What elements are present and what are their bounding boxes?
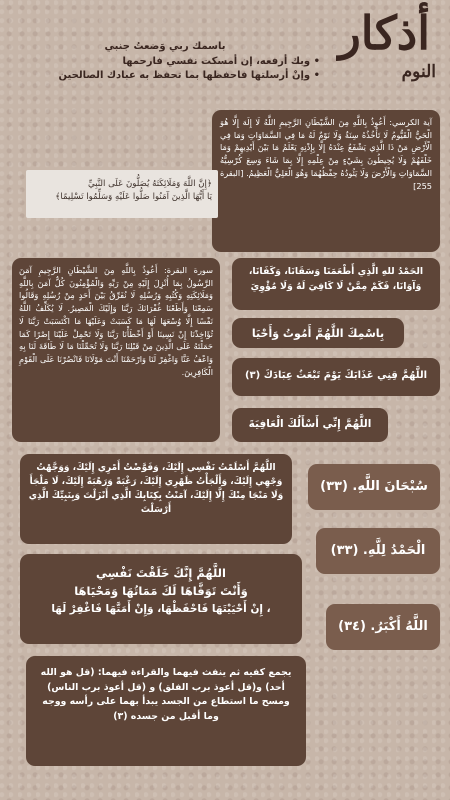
baqarah-end-card [12, 258, 220, 442]
khalaqta-card [20, 554, 302, 644]
afiyah-text: اللَّهُمَّ إِنِّي أَسْأَلُكَ الْعَافِيَةَ [248, 418, 372, 430]
hamd-dua-text: الحَمْدُ للهِ الَّذِي أَطْعَمَنَا وَسَقَانَا، وَكَفَانَا، وَآوَانَا، فَكَمْ مِمَّنْ لَا كَافِيَ لَهُ وَلَا مُؤْوِيَ [248, 266, 424, 292]
khalaqta-line: وَأَنْتَ تَوَفَّاهَا لَكَ مَمَاتُهَا وَمَحْيَاهَا [74, 584, 248, 599]
salawat-line: ﴿إِنَّ اللَّهَ وَمَلَائِكَتَهُ يُصَلُّونَ عَلَى النَّبِيِّ [87, 179, 212, 189]
intro-line: باسمك ربي وَضعتُ جنبي [104, 41, 226, 52]
aslamtu-text: اللَّهُمَّ أَسْلَمْتُ نَفْسِي إِلَيْكَ، وَفَوَّضْتُ أَمْرِي إِلَيْكَ، وَوَجَّهْتُ وَجْهِي إِلَيْكَ، وَأَلْجَأْتُ ظَهْرِي إِلَيْكَ، رَغْبَةً وَرَهْبَةً إِلَيْكَ، لَا مَلْجَأَ وَلَا مَنْجَا مِنْكَ إِلَّا إِلَيْكَ، آمَنْتُ بِكِتَابِكَ الَّذِي أَنْزَلْتَ وَبِنَبِيِّكَ الَّذِي أَرْسَلْتَ [28, 463, 284, 515]
bismika-text: بِاسْمِكَ اللَّهُمَّ أَمُوتُ وَأَحْيَا [251, 327, 385, 340]
aslamtu-card [20, 454, 292, 544]
tasbih-card [308, 464, 440, 510]
hamd-dua-card [232, 258, 440, 310]
intro-line: • وبك أرفعه، إن أمسكت نفسي فارحمها [122, 55, 320, 67]
afiyah-card [232, 408, 388, 442]
title-block [328, 6, 438, 86]
salawat-line: يَا أَيُّهَا الَّذِينَ آمَنُوا صَلُّوا عَلَيْهِ وَسَلِّمُوا تَسْلِيمًا﴾ [55, 192, 212, 203]
intro-dua [10, 40, 320, 84]
tasbih-alhamdulillah: الْحَمْدُ لِلَّهِ. (٣٣) [330, 543, 426, 558]
ayat-kursi-card [212, 110, 440, 252]
khalaqta-line: اللَّهُمَّ إِنَّكَ خَلَقْتَ نَفْسِي [96, 566, 226, 580]
tasbih-allahuakbar: اللَّهُ أَكْبَرُ. (٣٤) [338, 619, 428, 634]
intro-line: • وإنْ أرسلتها فاحفظها بما تحفظ به عبادك الصالحين [58, 70, 320, 81]
bismika-card [232, 318, 404, 348]
tasbih-subhanallah: سُبْحَانَ اللَّهِ. (٣٣) [320, 479, 428, 494]
qini-adhab-card [232, 358, 440, 396]
kaffayn-text: يجمع كفيه ثم ينفث فيهما والقراءة فيهما: (قل هو الله أحد) و(قل أعوذ برب الفلق) و (قل أعوذ برب الناس) ومسح ما استطاع من الجسد يبدأ بهما على رأسه ووجه وما أقبل من جسده (٣) [40, 667, 292, 722]
kaffayn-card [26, 656, 306, 766]
page-title: أذكار [338, 6, 430, 60]
page-subtitle: النوم [401, 62, 436, 82]
takbir-card [326, 604, 440, 650]
tahmid-card [316, 528, 440, 574]
baqarah-end-text: سورة البقرة: أَعُوذُ بِاللَّهِ مِنَ الشَّيْطَانِ الرَّجِيمِ آمَنَ الرَّسُولُ بِمَا أُنْزِلَ إِلَيْهِ مِنْ رَبِّهِ وَالْمُؤْمِنُونَ كُلٌّ آمَنَ بِاللَّهِ وَمَلَائِكَتِهِ وَكُتُبِهِ وَرُسُلِهِ لَا نُفَرِّقُ بَيْنَ أَحَدٍ مِنْ رُسُلِهِ وَقَالُوا سَمِعْنَا وَأَطَعْنَا غُفْرَانَكَ رَبَّنَا وَإِلَيْكَ الْمَصِيرُ. لَا يُكَلِّفُ اللَّهُ نَفْسًا إِلَّا وُسْعَهَا لَهَا مَا كَسَبَتْ وَعَلَيْهَا مَا اكْتَسَبَتْ رَبَّنَا لَا تُؤَاخِذْنَا إِنْ نَسِينَا أَوْ أَخْطَأْنَا رَبَّنَا وَلَا تَحْمِلْ عَلَيْنَا إِصْرًا كَمَا حَمَلْتَهُ عَلَى الَّذِينَ مِنْ قَبْلِنَا رَبَّنَا وَلَا تُحَمِّلْنَا مَا لَا طَاقَةَ لَنَا بِهِ وَاعْفُ عَنَّا وَاغْفِرْ لَنَا وَارْحَمْنَا أَنْتَ مَوْلَانَا فَانْصُرْنَا عَلَى الْقَوْمِ الْكَافِرِينَ. [19, 265, 213, 377]
salawat-card [26, 170, 218, 218]
qini-adhab-text: اللَّهُمَّ قِنِي عَذَابَكَ يَوْمَ تَبْعَثُ عِبَادَكَ (٣) [244, 370, 428, 381]
ayat-kursi-text: آية الكرسي: أَعُوذُ بِاللَّهِ مِنَ الشَّيْطَانِ الرَّجِيمِ اللَّهُ لَا إِلَهَ إِلَّا هُوَ الْحَيُّ الْقَيُّومُ لَا تَأْخُذُهُ سِنَةٌ وَلَا نَوْمٌ لَهُ مَا فِي السَّمَاوَاتِ وَمَا فِي الْأَرْضِ مَنْ ذَا الَّذِي يَشْفَعُ عِنْدَهُ إِلَّا بِإِذْنِهِ يَعْلَمُ مَا بَيْنَ أَيْدِيهِمْ وَمَا خَلْفَهُمْ وَلَا يُحِيطُونَ بِشَيْءٍ مِنْ عِلْمِهِ إِلَّا بِمَا شَاءَ وَسِعَ كُرْسِيُّهُ السَّمَاوَاتِ وَالْأَرْضَ وَلَا يَئُودُهُ حِفْظُهُمَا وَهُوَ الْعَلِيُّ الْعَظِيمُ. [البقرة 255] [220, 117, 432, 191]
khalaqta-line: ، إِنْ أَحْيَيْتَهَا فَاحْفَظْهَا، وَإِنْ أَمَتَّهَا فَاغْفِرْ لَهَا [51, 602, 271, 615]
